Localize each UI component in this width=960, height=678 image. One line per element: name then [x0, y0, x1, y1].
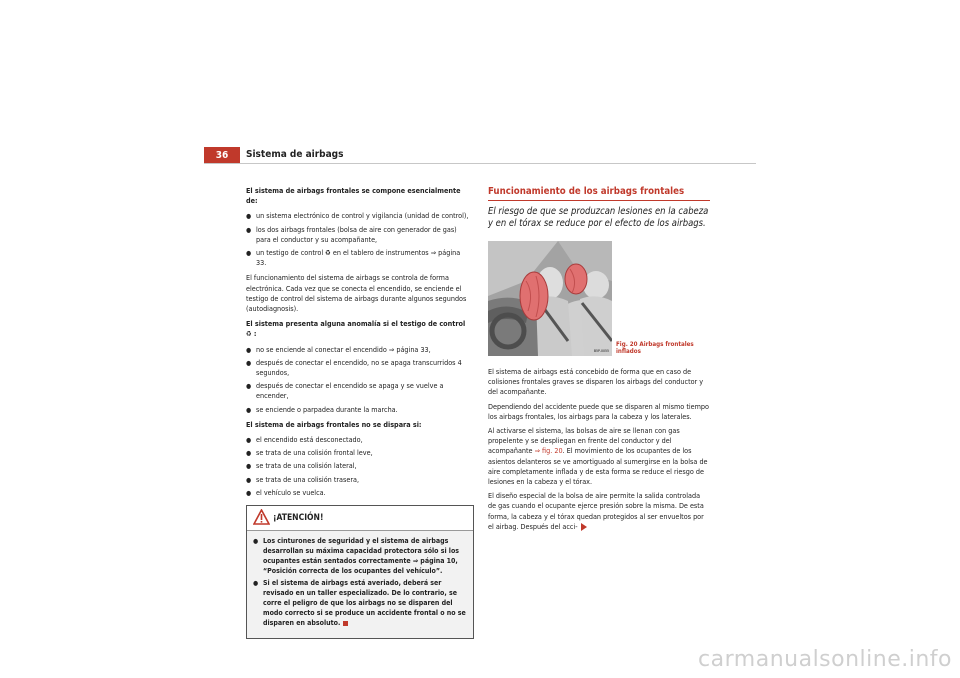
left-column	[246, 186, 472, 639]
paragraph: Al activarse el sistema, las bolsas de aire se llenan con gas propelente y se despliegan en frente del conductor y del acompañante ⇒ fig. 20. El movimiento de los ocupantes de los asientos delanteros se ve amortiguado al sumergirse en la bolsa de aire completamente inflada y de esta forma se reduce el riesgo de lesiones en la cabeza y el tórax.	[488, 426, 708, 487]
warning-header	[247, 506, 473, 531]
list-item: ● el vehículo se vuelca.	[246, 488, 472, 498]
warning-title: ¡ATENCIÓN!	[273, 513, 324, 524]
list-item: ● se enciende o parpadea durante la marcha.	[246, 405, 472, 415]
airbag-warning-icon: ♻	[325, 249, 331, 258]
right-column	[488, 186, 710, 531]
watermark: carmanualsonline.info	[698, 647, 952, 672]
continue-arrow-icon	[581, 523, 587, 531]
paragraph: El diseño especial de la bolsa de aire permite la salida controlada de gas cuando el ocupante ejerce presión sobre la misma. De esta forma, la cabeza y el tórax quedan protegidos al ser envueltos por el airbag. Después del acci-	[488, 491, 704, 531]
list-item: ● se trata de una colisión lateral,	[246, 461, 472, 471]
end-marker-icon	[343, 621, 348, 626]
paragraph: Dependiendo del accidente puede que se disparen al mismo tiempo los airbags frontales, los airbags para la cabeza y los laterales.	[488, 401, 709, 421]
figure-reference-link[interactable]: ⇒ fig. 20	[534, 446, 563, 456]
figure-id: B5P-0055	[593, 349, 609, 353]
list-item: ● después de conectar el encendido se apaga y se vuelve a encender,	[246, 381, 472, 401]
list-item: ● el encendido está desconectado,	[246, 435, 472, 445]
anomaly-list	[246, 345, 472, 415]
lead-anomaly: El sistema presenta alguna anomalía si el testigo de control ♻ :	[246, 319, 466, 339]
paragraph-function: El funcionamiento del sistema de airbags se controla de forma electrónica. Cada vez que se conecta el encendido, se enciende el testigo de control del sistema de airbags durante algunos segundos (autodiagnosis).	[246, 273, 467, 314]
airbag-illustration	[488, 241, 612, 356]
section-subtitle: El riesgo de que se produzcan lesiones en la cabeza y en el tórax se reduce por el efecto de los airbags.	[488, 206, 709, 229]
warning-triangle-icon	[253, 509, 270, 525]
warning-box	[246, 505, 474, 639]
warning-body	[247, 531, 473, 638]
lead-components: El sistema de airbags frontales se compone esencialmente de:	[246, 186, 461, 206]
list-item: ● después de conectar el encendido, no se apaga transcurridos 4 segundos,	[246, 358, 472, 378]
list-item: ● no se enciende al conectar el encendido ⇒ página 33,	[246, 345, 472, 355]
figure-caption: Fig. 20 Airbags frontales inflados	[616, 341, 694, 355]
header-rule	[204, 163, 756, 164]
components-list	[246, 211, 472, 268]
list-item: ● un testigo de control ♻ en el tablero de instrumentos ⇒ página 33.	[246, 248, 472, 268]
section-rule	[488, 200, 710, 201]
airbag-warning-icon: ♻	[246, 330, 252, 339]
figure-airbags	[488, 241, 612, 356]
page-number: 36	[204, 147, 240, 164]
section-title: Funcionamiento de los airbags frontales	[488, 186, 685, 197]
lead-no-deploy: El sistema de airbags frontales no se dispara si:	[246, 419, 422, 429]
list-item: ● los dos airbags frontales (bolsa de aire con generador de gas) para el conductor y su acompañante,	[246, 225, 472, 245]
warning-list	[253, 536, 467, 628]
no-deploy-list	[246, 435, 472, 498]
list-item: ● se trata de una colisión frontal leve,	[246, 448, 472, 458]
list-item: ● se trata de una colisión trasera,	[246, 475, 472, 485]
list-item: ● un sistema electrónico de control y vigilancia (unidad de control),	[246, 211, 472, 221]
right-body	[488, 367, 710, 536]
list-item: ● Si el sistema de airbags está averiado, deberá ser revisado en un taller especializado. De lo contrario, se corre el peligro de que los airbags no se disparen del modo correcto si se produce un accidente frontal o no se disparen en absoluto.	[253, 578, 467, 628]
paragraph: El sistema de airbags está concebido de forma que en caso de colisiones frontales graves se disparen los airbags del conductor y del acompañante.	[488, 367, 704, 397]
running-head: Sistema de airbags	[246, 149, 344, 160]
list-item: ● Los cinturones de seguridad y el sistema de airbags desarrollan su máxima capacidad protectora sólo si los ocupantes están sentados correctamente ⇒ página 10, “Posición correcta de los ocupantes del vehículo”.	[253, 536, 467, 576]
